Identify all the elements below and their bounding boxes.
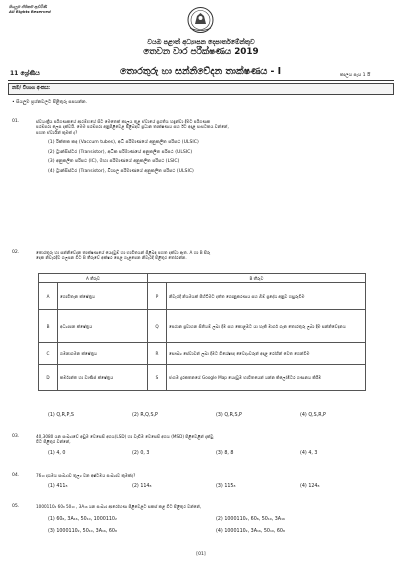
row-label-b: Q (148, 310, 167, 343)
q05-stem: 1000110₂ 60₈ 50₁₀ , 3A₁₆ යන සංඛ්‍යා ආරෝහණ පිළිවෙළට සකස් කළ විට පිළිතුර වන්නේ, (36, 504, 202, 509)
copyright-si: සියලුම හිමිකම් ඇවිරිණි (9, 4, 47, 9)
q03-line: විට පිළිතුර වන්නේ, (36, 439, 71, 445)
q03-option-1[interactable]: (1) 4, 0 (48, 451, 66, 456)
duration-label: කාලය පැය 1 යි (340, 73, 371, 78)
table-row (39, 343, 366, 365)
q05-number: 05. (12, 504, 20, 509)
q04-option-1[interactable]: (1) 411₈ (48, 484, 68, 489)
row-field-a: අධ්‍යාපන ක්ෂේත්‍රය (58, 310, 148, 343)
subject-title: තොරතුරු හා සන්නිවේදන තාක්ෂණය - I (120, 66, 282, 77)
row-label-b: R (148, 343, 167, 365)
row-label-a: D (39, 365, 58, 391)
copyright-en: All Rights Reserved (9, 8, 51, 14)
q01-option-3[interactable]: (3) අනුකලිත පරිපථ (IC), මහා පරිමාණයේ අනුකලිත පරිපථ (LSIC) (48, 159, 180, 164)
q05-option-3[interactable]: (3) 1000110₂, 50₁₀, 3A₁₆, 60₈ (48, 529, 117, 534)
header-divider (8, 80, 394, 81)
row-label-b: P (148, 283, 167, 310)
q01-options (48, 140, 199, 178)
row-label-b: S (148, 365, 167, 391)
q05-option-2[interactable]: (2) 1000110₂, 60₈, 50₁₀, 3A₁₆ (216, 517, 285, 522)
q02-number: 02. (12, 250, 20, 255)
q04-stem: 76₁₀ දශමය සංඛ්‍යාව තුල්‍ය වන අෂ්ටමය සංඛ්‍යාව කුමක්ද? (36, 473, 136, 478)
row-field-a: කර්මාන්ත හා වාණිජ ක්ෂේත්‍රය (58, 365, 148, 391)
q01-option-2[interactable]: (2) ට්‍රාන්සිස්ටර (Transistor), අධික පරිමාණයේ අනුකලිත පරිපථ (ULSIC) (48, 149, 193, 155)
q05-option-4[interactable]: (4) 1000110₂, 3A₁₆, 50₁₀, 60₈ (216, 529, 285, 534)
q02-line: තොරතුරු හා සන්නිවේදන තාක්ෂණයේ යෙදවුම් හා භාවිතයන් පිළිබඳ පහත දක්වා ඇත. A හා B සීරු (36, 250, 211, 255)
table-row (39, 365, 366, 391)
q04-option-4[interactable]: (4) 124₈ (300, 484, 320, 489)
row-field-b: ජංගම දුරකතනයේ Google Map යෙදවුම භාවිතයෙන් යන්න කිලෝමීටර ගණනය කිරීම (167, 365, 366, 391)
q04-number: 04. (12, 473, 20, 478)
page-number: [01] (196, 552, 206, 557)
row-field-a: ගමනාගමන ක්ෂේත්‍රය (58, 343, 148, 365)
q02-option-3[interactable]: (3) Q,R,S,P (216, 413, 242, 418)
q02-option-4[interactable]: (4) Q,S,R,P (300, 413, 326, 418)
q02-line: දෙක නිවැරදිව ගලපන විට B තීරුවේ අක්ෂර පෙළ ගැළපෙන නිවැරදි පිළිතුර තෝරන්න. (36, 255, 187, 261)
q04-option-2[interactable]: (2) 114₈ (132, 484, 152, 489)
row-field-b: පෙරාන ප්‍රවාහන සිතියම් ලබා දීම සහ කොළඹට යා හැකි මාර්ග ගැන තොරතුරු ලබා දීම සන්නිවේදනය (167, 310, 366, 343)
q01-line: පහත ඒවායින් කුමක් ද? (36, 129, 78, 135)
table-row (39, 283, 366, 310)
copyright-notice (9, 5, 51, 15)
q01-line: පරම්පරා ලෙස දක්වයි. මෙම පරම්පරා අනුපිළිවෙළ පිළිබඳව ප්‍රධාන තාක්ෂණය සහ ඊට අදාළ සංඝටකය වන්නේ, (36, 124, 229, 130)
q02-stem (36, 250, 388, 261)
instruction: • සියලුම ප්‍රශ්නවලට පිළිතුරු සපයන්න. (12, 100, 88, 105)
q01-option-4[interactable]: (4) ට්‍රාන්සිස්ටර (Transistor), විශාල පරිමාණයේ අනුකලිත පරිපථ (ULSIC) (48, 168, 194, 174)
q02-option-1[interactable]: (1) Q,R,P,S (48, 413, 74, 418)
name-index-box[interactable] (8, 83, 394, 95)
q03-stem (36, 434, 388, 445)
matching-table (38, 273, 366, 391)
q03-option-3[interactable]: (3) 8, 8 (216, 451, 234, 456)
q03-number: 03. (12, 434, 20, 439)
exam-title: තෙවන වාර පරීක්ෂණය 2019 (143, 47, 259, 57)
row-field-b: සෞඛ්‍ය සේවාවන් ලබා දීමට විශේෂඥ වෛද්‍යවරුන් අදාළ රෝගීන් වෙත ගෙන්වීම (167, 343, 366, 365)
government-emblem (184, 6, 217, 35)
q01-number: 01. (12, 119, 20, 124)
col-b-header: B තීරුව (148, 274, 366, 283)
table-row (39, 310, 366, 343)
col-a-header: A තීරුව (39, 274, 148, 283)
q03-line: 40,3080 යන සංඛ්‍යාවේ අඩුම වෙසෙසි අගය(LSD) හා වැඩිම වෙසෙසි අගය (MSD) පිළිවෙළින් දැක්වු (36, 434, 214, 439)
q03-option-4[interactable]: (4) 4, 3 (300, 451, 318, 456)
q04-option-3[interactable]: (3) 115₈ (216, 484, 236, 489)
grade-label: 11 ශ්‍රේණිය (10, 70, 40, 77)
q03-option-2[interactable]: (2) 0, 3 (132, 451, 150, 456)
name-index-label: නම/ විභාග අංකය: (12, 86, 51, 91)
q05-option-1[interactable]: (1) 60₈, 3A₁₆, 50₁₀, 1000110₂ (48, 517, 117, 522)
department-title: වයඹ පළාත් අධ්‍යාපන දෙපාර්තමේන්තුව (147, 38, 255, 46)
row-field-b: නිවැරදි නියමයක් පිහිටීමට දත්ත ගොනුකරණය සහ බිම් ප්‍රදේශ අනුව හසුරුවීම (167, 283, 366, 310)
q01-stem (36, 119, 388, 135)
q05-options (48, 517, 388, 541)
row-label-a: A (39, 283, 58, 310)
row-label-a: C (39, 343, 58, 365)
row-field-a: ගොවිතැන ක්ෂේත්‍රය (58, 283, 148, 310)
row-label-a: B (39, 310, 58, 343)
q02-option-2[interactable]: (2) R,Q,S,P (132, 413, 158, 418)
q01-option-1[interactable]: (1) රික්තක කඳ (Vaccum tubes), අධි පරිමාණයේ අනුකලිත පරිපථ (ULSIC) (48, 140, 199, 145)
q01-line: ස්වයංක්‍රීය පරිගණකයේ ආරම්භයේ සිට මෙතෙක් කාලය තුළ ඒවායේ ප්‍රගතිය හඳුන්වා දීමට පරිගණක (36, 119, 211, 124)
